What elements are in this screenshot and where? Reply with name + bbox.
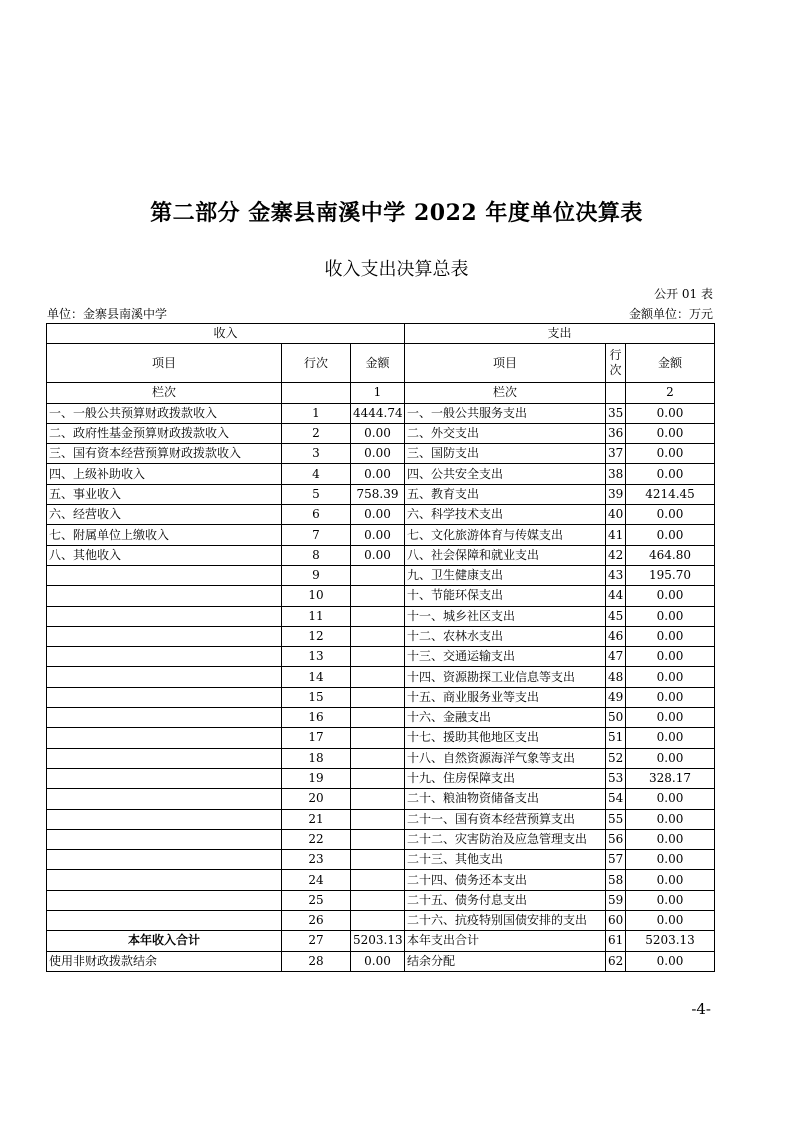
income-item-cell	[47, 768, 282, 788]
expense-row-no-cell: 62	[606, 951, 626, 971]
expense-item-cell: 二十四、债务还本支出	[405, 870, 606, 890]
expense-item-cell: 二十、粮油物资储备支出	[405, 789, 606, 809]
income-row-no-cell: 3	[282, 444, 351, 464]
income-row-no-cell: 18	[282, 748, 351, 768]
income-row-no-cell: 7	[282, 525, 351, 545]
expense-item-cell: 二十三、其他支出	[405, 850, 606, 870]
expense-row-no-cell: 61	[606, 931, 626, 951]
table-row	[47, 545, 715, 565]
expense-row-no-cell: 53	[606, 768, 626, 788]
expense-amount-cell: 0.00	[626, 647, 715, 667]
income-row-no-cell: 25	[282, 890, 351, 910]
income-item-cell: 本年收入合计	[47, 931, 282, 951]
income-amount-cell: 0.00	[351, 464, 405, 484]
income-expense-table	[46, 323, 715, 972]
income-amount-cell	[351, 850, 405, 870]
expense-amount-cell: 0.00	[626, 667, 715, 687]
expense-item-cell: 二十二、灾害防治及应急管理支出	[405, 829, 606, 849]
expense-row-no-cell: 41	[606, 525, 626, 545]
income-column-label: 栏次	[47, 383, 282, 403]
header-row-column-numbers	[47, 383, 715, 403]
income-row-no-cell: 21	[282, 809, 351, 829]
income-amount-cell: 0.00	[351, 951, 405, 971]
income-item-cell	[47, 870, 282, 890]
income-amount-cell: 4444.74	[351, 403, 405, 423]
income-amount-cell	[351, 870, 405, 890]
expense-row-no-cell: 40	[606, 505, 626, 525]
income-item-cell	[47, 809, 282, 829]
income-row-no-cell: 9	[282, 565, 351, 585]
expense-item-cell: 一、一般公共服务支出	[405, 403, 606, 423]
table-row	[47, 911, 715, 931]
expense-item-cell: 四、公共安全支出	[405, 464, 606, 484]
table-row	[47, 687, 715, 707]
table-code: 公开 01 表	[654, 287, 713, 301]
expense-row-no-cell: 36	[606, 423, 626, 443]
expense-amount-cell: 0.00	[626, 829, 715, 849]
income-item-cell	[47, 626, 282, 646]
income-row-no-cell: 8	[282, 545, 351, 565]
amount-unit: 金额单位：万元	[628, 307, 713, 321]
income-row-no-cell: 5	[282, 484, 351, 504]
income-item-cell	[47, 606, 282, 626]
income-row-no-cell: 1	[282, 403, 351, 423]
table-row	[47, 870, 715, 890]
expense-amount-cell: 0.00	[626, 748, 715, 768]
income-amount-cell	[351, 829, 405, 849]
table-row	[47, 647, 715, 667]
expense-row-no-cell: 39	[606, 484, 626, 504]
table-row	[47, 505, 715, 525]
expense-amount-cell: 0.00	[626, 911, 715, 931]
table-row	[47, 423, 715, 443]
expense-row-no-cell: 49	[606, 687, 626, 707]
income-item-cell: 二、政府性基金预算财政拨款收入	[47, 423, 282, 443]
table-row	[47, 403, 715, 423]
expense-column-number: 2	[626, 383, 715, 403]
expense-item-cell: 十九、住房保障支出	[405, 768, 606, 788]
income-row-no-cell: 27	[282, 931, 351, 951]
table-row	[47, 890, 715, 910]
income-item-cell: 六、经营收入	[47, 505, 282, 525]
expense-amount-cell: 195.70	[626, 565, 715, 585]
expense-amount-cell: 0.00	[626, 423, 715, 443]
income-item-cell	[47, 911, 282, 931]
balance-row	[47, 951, 715, 971]
income-column-number: 1	[351, 383, 405, 403]
expense-amount-cell: 0.00	[626, 606, 715, 626]
expense-column-label: 栏次	[405, 383, 606, 403]
expense-item-cell: 二十六、抗疫特别国债安排的支出	[405, 911, 606, 931]
table-row	[47, 768, 715, 788]
expense-row-no-cell: 51	[606, 728, 626, 748]
table-row	[47, 809, 715, 829]
income-amount-cell: 758.39	[351, 484, 405, 504]
expense-amount-cell: 0.00	[626, 951, 715, 971]
table-row	[47, 789, 715, 809]
expense-row-no-cell: 60	[606, 911, 626, 931]
income-row-no-cell: 23	[282, 850, 351, 870]
income-amount-cell: 0.00	[351, 423, 405, 443]
income-amount-cell	[351, 647, 405, 667]
income-row-no-cell: 22	[282, 829, 351, 849]
expense-amount-cell: 0.00	[626, 870, 715, 890]
expense-item-cell: 二十五、债务付息支出	[405, 890, 606, 910]
income-row-no-cell: 6	[282, 505, 351, 525]
expense-amount-cell: 0.00	[626, 586, 715, 606]
income-amount-cell	[351, 708, 405, 728]
expense-amount-cell: 0.00	[626, 850, 715, 870]
expense-row-no-cell: 56	[606, 829, 626, 849]
table-row	[47, 586, 715, 606]
expense-amount-cell: 0.00	[626, 708, 715, 728]
expense-item-cell: 十五、商业服务业等支出	[405, 687, 606, 707]
income-amount-cell	[351, 728, 405, 748]
income-amount-cell	[351, 768, 405, 788]
expense-amount-cell: 0.00	[626, 505, 715, 525]
income-item-cell	[47, 565, 282, 585]
expense-row-no-cell: 38	[606, 464, 626, 484]
income-row-no-cell: 14	[282, 667, 351, 687]
expense-item-cell: 二十一、国有资本经营预算支出	[405, 809, 606, 829]
income-amount-cell	[351, 789, 405, 809]
income-item-cell	[47, 850, 282, 870]
expense-row-no-cell: 42	[606, 545, 626, 565]
table-row	[47, 850, 715, 870]
expense-row-no-blank	[606, 383, 626, 403]
expense-row-no-cell: 48	[606, 667, 626, 687]
expense-amount-cell: 328.17	[626, 768, 715, 788]
expense-item-cell: 六、科学技术支出	[405, 505, 606, 525]
income-amount-cell	[351, 748, 405, 768]
income-amount-cell	[351, 565, 405, 585]
expense-item-cell: 七、文化旅游体育与传媒支出	[405, 525, 606, 545]
totals-row	[47, 931, 715, 951]
expense-amount-header: 金额	[626, 344, 715, 383]
income-row-no-cell: 16	[282, 708, 351, 728]
expense-row-no-cell: 50	[606, 708, 626, 728]
income-amount-cell	[351, 911, 405, 931]
expense-row-no-cell: 58	[606, 870, 626, 890]
expense-item-cell: 九、卫生健康支出	[405, 565, 606, 585]
expense-item-cell: 五、教育支出	[405, 484, 606, 504]
expense-amount-cell: 0.00	[626, 687, 715, 707]
expense-item-cell: 结余分配	[405, 951, 606, 971]
table-row	[47, 667, 715, 687]
table-row	[47, 748, 715, 768]
income-amount-cell	[351, 606, 405, 626]
income-amount-cell	[351, 809, 405, 829]
income-amount-cell: 0.00	[351, 525, 405, 545]
expense-item-cell: 二、外交支出	[405, 423, 606, 443]
income-item-header: 项目	[47, 344, 282, 383]
income-item-cell	[47, 647, 282, 667]
header-row-sections	[47, 324, 715, 344]
income-item-cell	[47, 789, 282, 809]
expense-amount-cell: 464.80	[626, 545, 715, 565]
income-amount-header: 金额	[351, 344, 405, 383]
expense-row-no-cell: 52	[606, 748, 626, 768]
income-amount-cell: 0.00	[351, 444, 405, 464]
table-row	[47, 525, 715, 545]
table-row	[47, 829, 715, 849]
income-row-no-cell: 20	[282, 789, 351, 809]
income-item-cell	[47, 586, 282, 606]
income-item-cell: 五、事业收入	[47, 484, 282, 504]
expense-amount-cell: 4214.45	[626, 484, 715, 504]
income-item-cell	[47, 667, 282, 687]
expense-amount-cell: 0.00	[626, 444, 715, 464]
expense-row-no-cell: 46	[606, 626, 626, 646]
expense-amount-cell: 0.00	[626, 525, 715, 545]
header-row-columns	[47, 344, 715, 383]
table-row	[47, 626, 715, 646]
income-row-no-cell: 28	[282, 951, 351, 971]
income-row-no-cell: 15	[282, 687, 351, 707]
income-amount-cell	[351, 687, 405, 707]
income-item-cell: 三、国有资本经营预算财政拨款收入	[47, 444, 282, 464]
income-item-cell	[47, 748, 282, 768]
income-amount-cell: 0.00	[351, 545, 405, 565]
income-amount-cell	[351, 890, 405, 910]
table-row	[47, 728, 715, 748]
income-row-no-cell: 24	[282, 870, 351, 890]
table-row	[47, 606, 715, 626]
expense-row-no-cell: 47	[606, 647, 626, 667]
expense-item-header: 项目	[405, 344, 606, 383]
income-row-no-cell: 19	[282, 768, 351, 788]
income-amount-cell	[351, 626, 405, 646]
expense-item-cell: 十二、农林水支出	[405, 626, 606, 646]
income-section-header: 收入	[47, 324, 405, 344]
income-row-no-cell: 13	[282, 647, 351, 667]
expense-amount-cell: 0.00	[626, 728, 715, 748]
expense-item-cell: 八、社会保障和就业支出	[405, 545, 606, 565]
expense-amount-cell: 5203.13	[626, 931, 715, 951]
expense-row-no-cell: 37	[606, 444, 626, 464]
income-row-no-cell: 10	[282, 586, 351, 606]
table-row	[47, 708, 715, 728]
page-number: -4-	[691, 1000, 711, 1018]
income-item-cell: 使用非财政拨款结余	[47, 951, 282, 971]
reporting-unit: 单位：金寨县南溪中学	[47, 307, 168, 321]
expense-row-no-cell: 45	[606, 606, 626, 626]
income-item-cell	[47, 728, 282, 748]
table-row	[47, 464, 715, 484]
income-item-cell: 四、上级补助收入	[47, 464, 282, 484]
expense-row-no-cell: 44	[606, 586, 626, 606]
expense-row-no-cell: 55	[606, 809, 626, 829]
expense-row-no-cell: 59	[606, 890, 626, 910]
expense-amount-cell: 0.00	[626, 809, 715, 829]
income-row-no-blank	[282, 383, 351, 403]
expense-amount-cell: 0.00	[626, 789, 715, 809]
expense-item-cell: 十三、交通运输支出	[405, 647, 606, 667]
expense-item-cell: 十一、城乡社区支出	[405, 606, 606, 626]
expense-item-cell: 十八、自然资源海洋气象等支出	[405, 748, 606, 768]
expense-row-no-header: 行次	[606, 344, 626, 383]
expense-row-no-cell: 54	[606, 789, 626, 809]
table-row	[47, 565, 715, 585]
expense-item-cell: 十七、援助其他地区支出	[405, 728, 606, 748]
table-title: 收入支出决算总表	[324, 259, 469, 280]
income-amount-cell	[351, 667, 405, 687]
income-item-cell: 七、附属单位上缴收入	[47, 525, 282, 545]
expense-amount-cell: 0.00	[626, 464, 715, 484]
income-amount-cell	[351, 586, 405, 606]
expense-row-no-cell: 43	[606, 565, 626, 585]
income-row-no-header: 行次	[282, 344, 351, 383]
income-row-no-cell: 12	[282, 626, 351, 646]
expense-amount-cell: 0.00	[626, 403, 715, 423]
income-amount-cell: 0.00	[351, 505, 405, 525]
expense-item-cell: 三、国防支出	[405, 444, 606, 464]
income-row-no-cell: 26	[282, 911, 351, 931]
income-item-cell: 一、一般公共预算财政拨款收入	[47, 403, 282, 423]
expense-item-cell: 本年支出合计	[405, 931, 606, 951]
expense-section-header: 支出	[405, 324, 715, 344]
income-row-no-cell: 17	[282, 728, 351, 748]
income-item-cell	[47, 687, 282, 707]
income-row-no-cell: 2	[282, 423, 351, 443]
income-item-cell	[47, 708, 282, 728]
expense-item-cell: 十、节能环保支出	[405, 586, 606, 606]
income-row-no-cell: 4	[282, 464, 351, 484]
expense-amount-cell: 0.00	[626, 626, 715, 646]
expense-item-cell: 十四、资源勘探工业信息等支出	[405, 667, 606, 687]
table-row	[47, 444, 715, 464]
income-item-cell	[47, 890, 282, 910]
expense-row-no-cell: 57	[606, 850, 626, 870]
income-item-cell: 八、其他收入	[47, 545, 282, 565]
document-title: 第二部分 金寨县南溪中学 2022 年度单位决算表	[150, 200, 643, 226]
income-item-cell	[47, 829, 282, 849]
income-row-no-cell: 11	[282, 606, 351, 626]
expense-amount-cell: 0.00	[626, 890, 715, 910]
expense-row-no-cell: 35	[606, 403, 626, 423]
income-amount-cell: 5203.13	[351, 931, 405, 951]
expense-item-cell: 十六、金融支出	[405, 708, 606, 728]
table-row	[47, 484, 715, 504]
